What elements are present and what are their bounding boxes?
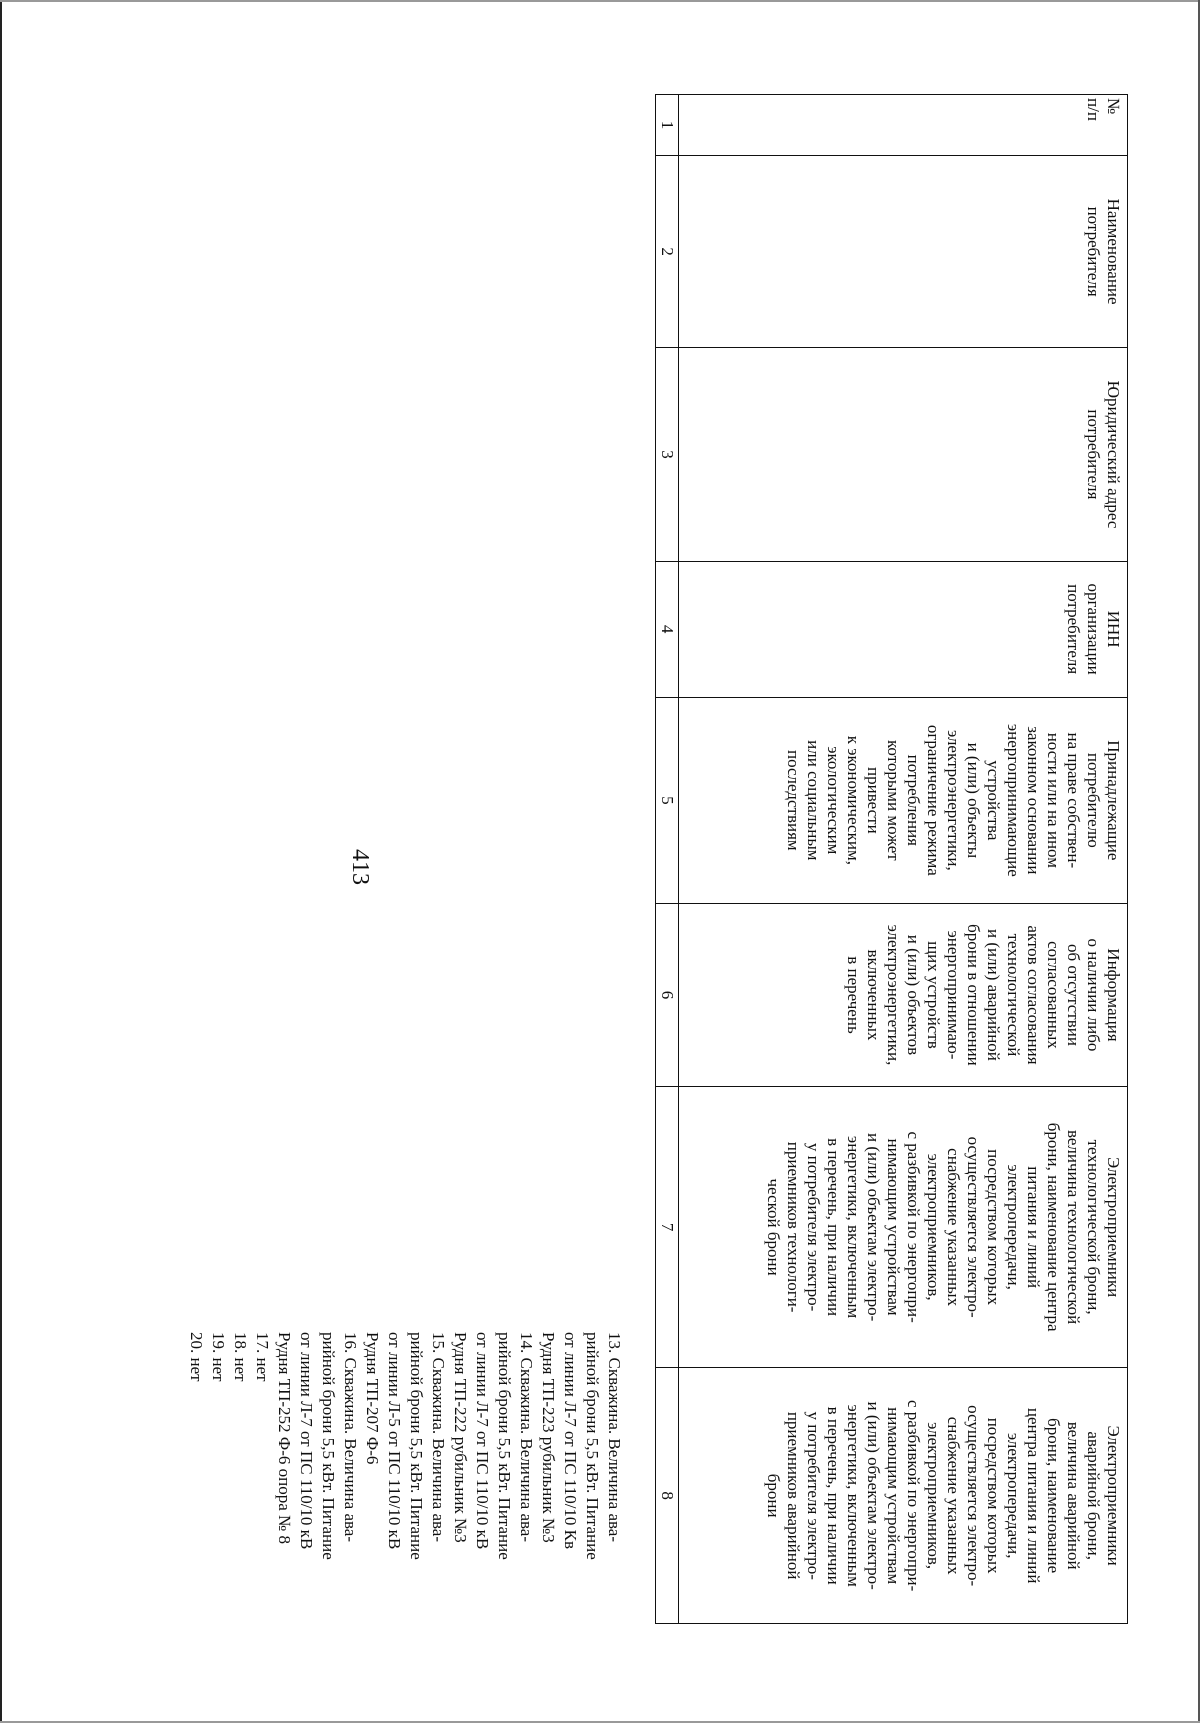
header-cell-agreement-info: Информация о наличии либо об отсутствии согласованных актов согласования технологической и (или) аварийной брони в отношении энергопринимаю- щих устройств и (или) объектов электроэнергетики, включенных в перечень	[679, 904, 1128, 1087]
header-cell-emergency-reserve: Электроприемники аварийной брони, величина аварийной брони, наименование центра питания и линий электропередачи, посредством которых осуществляется электро- снабжение указанных электроприемников, с разбивкой по энергопри- нимающим устройствам и (или) объектам электро- энергетики, включенным в перечень, при наличии у потребителя электро- приемников аварийной брони	[679, 1368, 1128, 1624]
column-number: 6	[656, 904, 679, 1087]
note-item: 17. нет	[253, 1332, 272, 1382]
column-number: 3	[656, 348, 679, 561]
emergency-reserve-notes	[185, 1332, 625, 1622]
column-number-row	[656, 95, 679, 1624]
column-number: 8	[656, 1368, 679, 1624]
note-item: 18. нет	[231, 1332, 250, 1382]
header-cell-technological-reserve: Электроприемники технологической брони, величина технологической брони, наименование центра питания и линий электропередачи, посредством которых осуществляется электро- снабжение указанных электроприемников, с разбивкой по энергопри- нимающим устройствам и (или) объектам электро- энергетики, включенным в перечень, при наличии у потребителя электро- приемников технологи- ческой брони	[679, 1086, 1128, 1367]
scan-edge-left	[0, 0, 2, 1723]
header-cell-inn: ИНН организации потребителя	[679, 561, 1128, 697]
header-cell-legal-address: Юридический адрес потребителя	[679, 348, 1128, 561]
scan-edge-top	[0, 0, 1200, 2]
note-item: 13. Скважина. Величина ава- рийной брони 5,5 кВт. Питание от линии Л-7 от ПС 110/10 Кв Рудня ТП-223 рубильник №3	[539, 1332, 624, 1560]
page-number: 413	[347, 849, 373, 885]
header-cell-owned-devices: Принадлежащие потребителю на праве собствен- ности или на ином законном основании энергопринимающие устройства и (или) объекты электроэнергетики, ограничение режима потребления которыми может привести к экономическим, экологическим или социальным последствиям	[679, 697, 1128, 903]
consumer-table	[655, 94, 1128, 1624]
note-item: 15. Скважина. Величина ава- рийной брони 5,5 кВт. Питание от линии Л-5 от ПС 110/10 кВ Рудня ТП-207 Ф-6	[363, 1332, 448, 1560]
note-item: 14. Скважина. Величина ава- рийной брони 5,5 кВт. Питание от линии Л-7 от ПС 110/10 кВ Рудня ТП-222 рубильник №3	[451, 1332, 536, 1560]
rotated-page-content	[187, 82, 1155, 1642]
column-number: 5	[656, 697, 679, 903]
table-header-row	[679, 95, 1128, 1624]
column-number: 1	[656, 95, 679, 156]
note-item: 19. нет	[209, 1332, 228, 1382]
header-cell-consumer-name: Наименование потребителя	[679, 155, 1128, 347]
note-item: 20. нет	[187, 1332, 206, 1382]
column-number: 4	[656, 561, 679, 697]
column-number: 2	[656, 155, 679, 347]
note-item: 16. Скважина. Величина ава- рийной брони 5,5 кВт. Питание от линии Л-7 от ПС 110/10 кВ Рудня ТП-252 Ф-6 опора № 8	[275, 1332, 360, 1560]
header-cell-number: № п/п	[679, 95, 1128, 156]
column-number: 7	[656, 1086, 679, 1367]
